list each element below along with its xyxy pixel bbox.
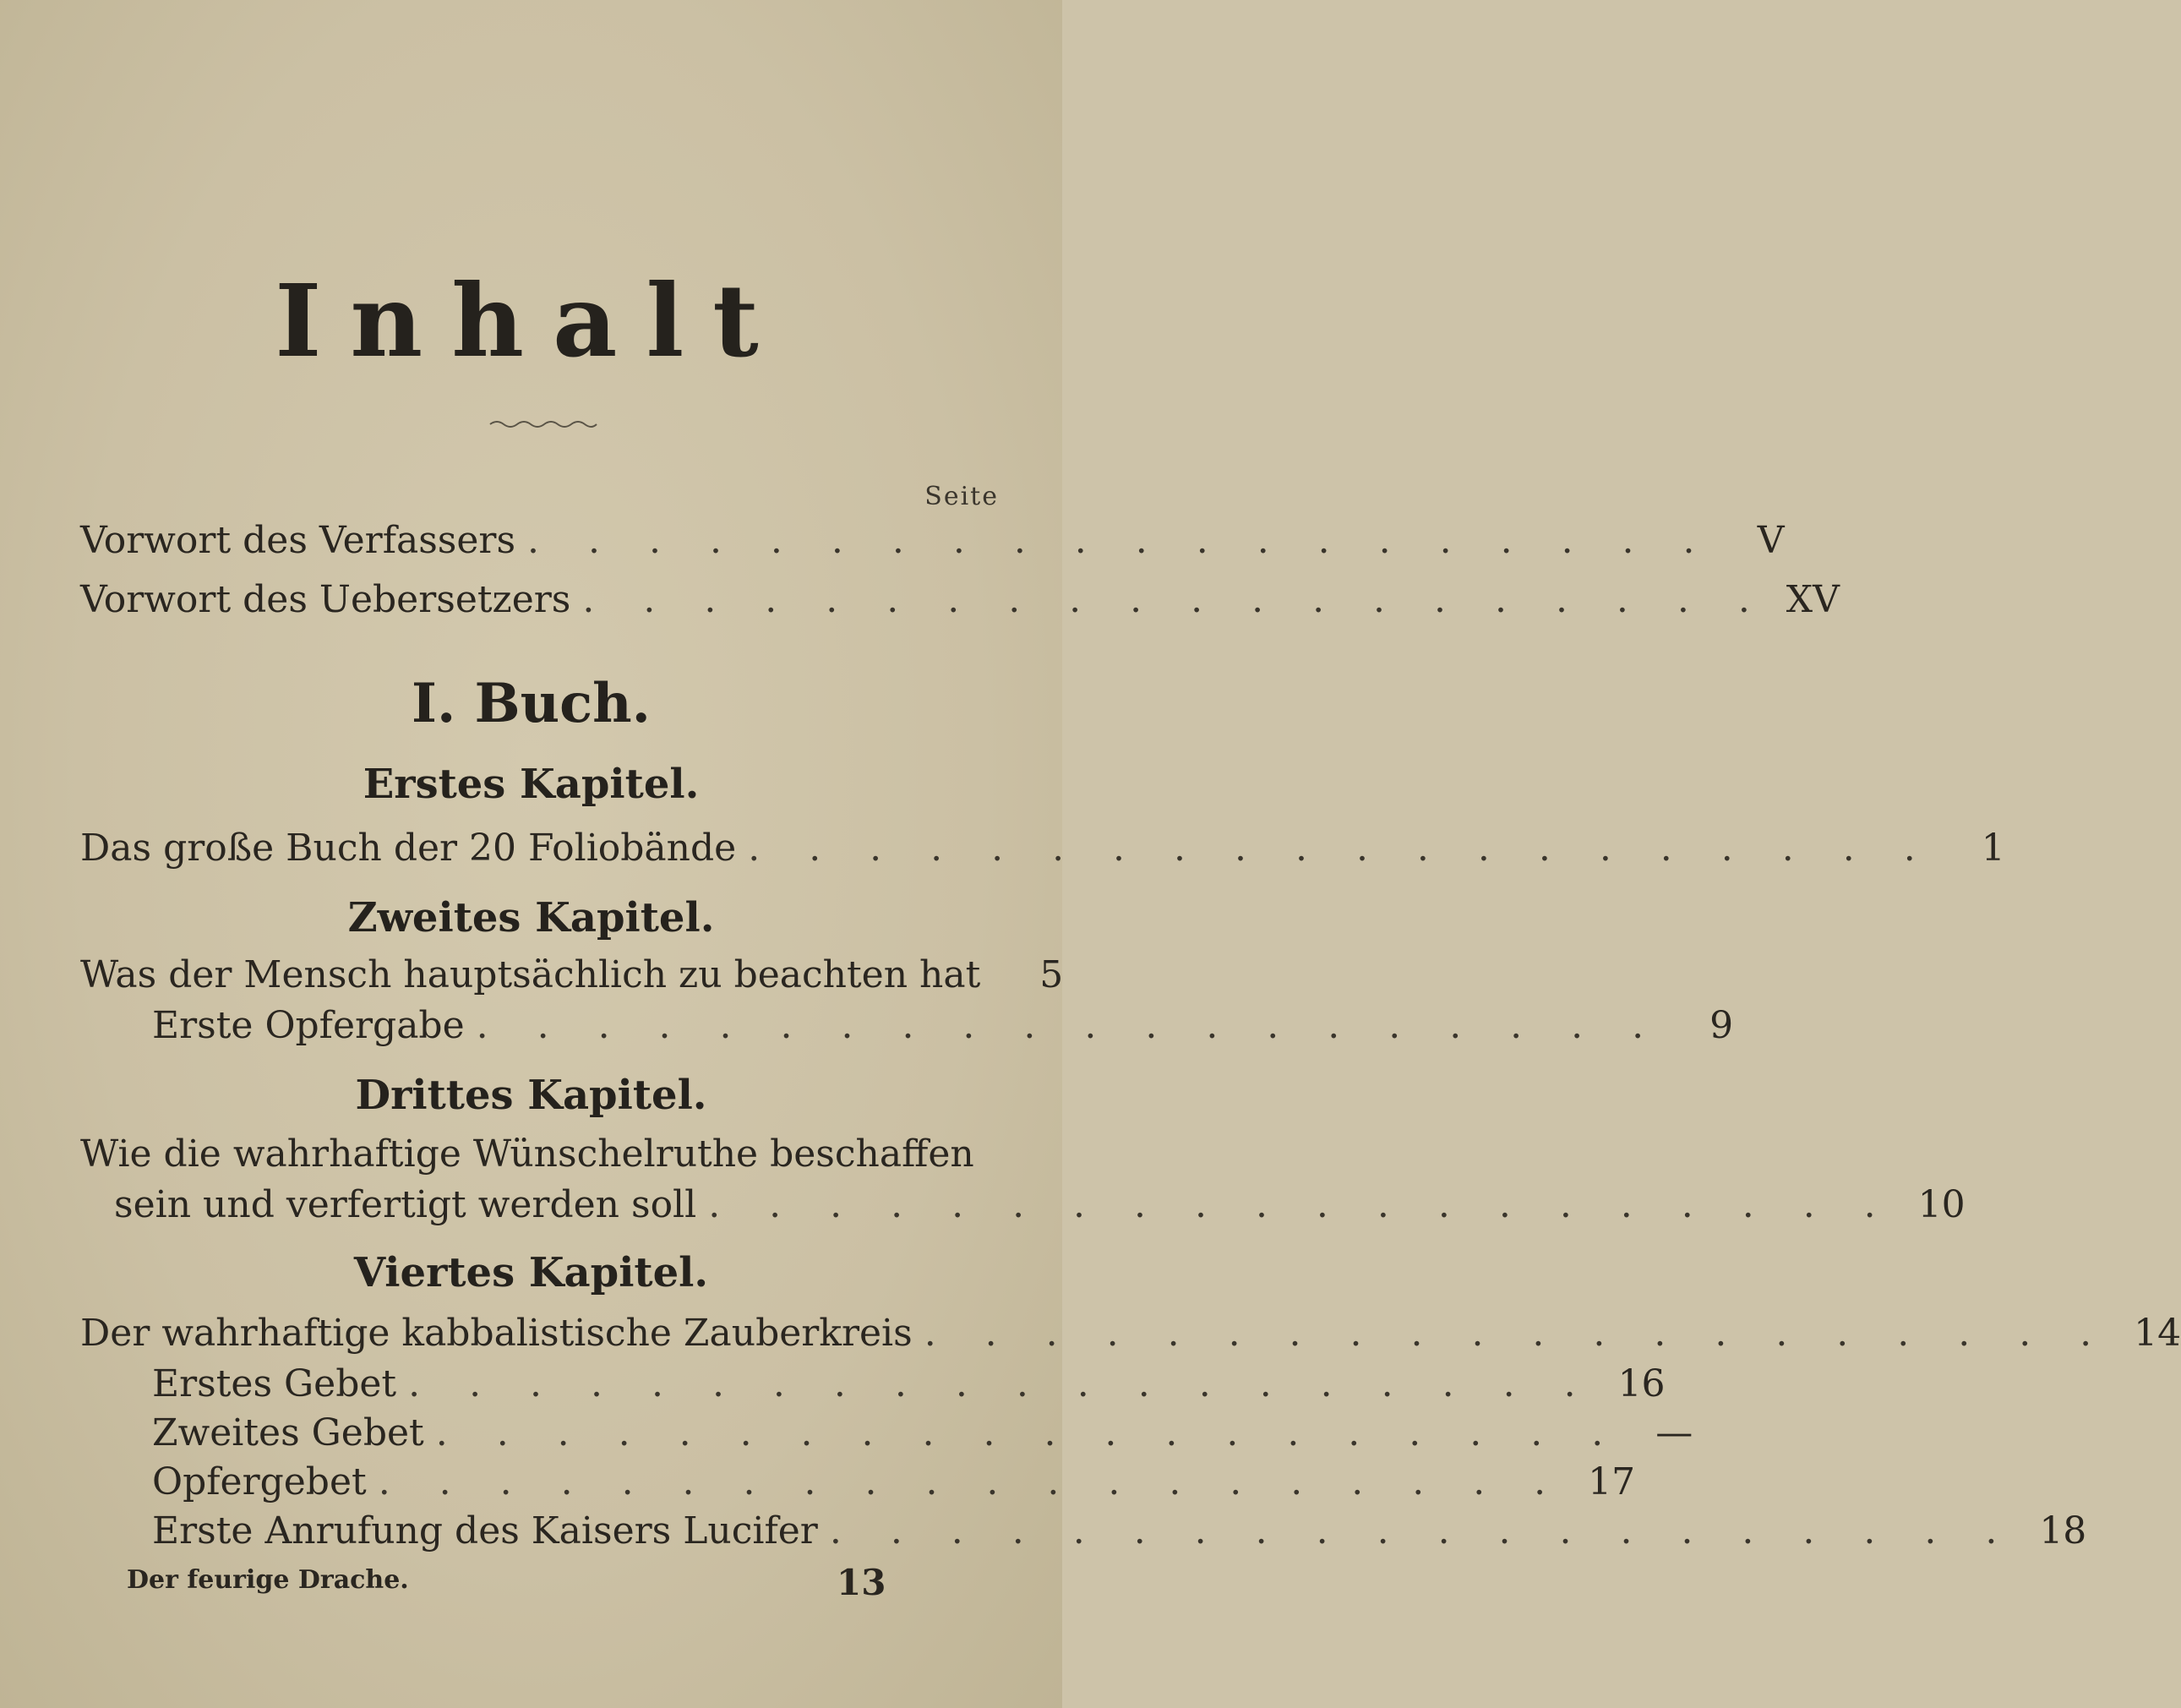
toc-entry-page: 10 xyxy=(1917,1183,1966,1226)
toc-entry-page: 16 xyxy=(1617,1362,1666,1405)
leader-dots: . . . . . . . . . . . . . . . . . . . . xyxy=(378,1460,1565,1503)
toc-entry-label: Erste Opfergabe xyxy=(152,1004,465,1047)
toc-entry-label: Vorwort des Uebersetzers xyxy=(80,578,571,621)
toc-entry xyxy=(114,1183,1966,1226)
leader-dots: . . . . . . . . . . . . . . . . . . . . xyxy=(435,1411,1622,1454)
toc-entry xyxy=(80,1312,2181,1355)
leader-dots: . . . . . . . . . . . . . . . . . . . . xyxy=(408,1362,1595,1405)
book-heading: I. Buch. xyxy=(412,672,651,735)
toc-entry-label: Opfergebet xyxy=(152,1460,367,1503)
chapter-heading: Drittes Kapitel. xyxy=(355,1072,707,1119)
toc-entry-page: 14 xyxy=(2134,1312,2181,1355)
toc-entry xyxy=(152,1509,2087,1552)
leader-dots: . . . . . . . . . . . . . . . . . . . . xyxy=(527,519,1714,562)
page-title: Inhalt xyxy=(275,262,788,379)
chapter-heading: Erstes Kapitel. xyxy=(363,761,700,808)
leader-dots: . . . . . . . . . . . . . . . . . . . . xyxy=(476,1004,1663,1047)
toc-entry xyxy=(80,827,2005,870)
toc-entry-page: 9 xyxy=(1709,1004,1734,1047)
toc-entry-label: Der wahrhaftige kabbalistische Zauberkreis xyxy=(80,1312,913,1355)
toc-entry-label: Vorwort des Verfassers xyxy=(80,519,516,562)
toc-entry-label: Das große Buch der 20 Foliobände xyxy=(80,827,737,870)
leader-dots: . . . . . . . . . . . . . . . . . . . . xyxy=(829,1509,2016,1552)
toc-entry-label: Wie die wahrhaftige Wünschelruthe beschaffen xyxy=(80,1132,974,1176)
page-column-label: Seite xyxy=(924,482,999,511)
leader-dots: . . . . . . . . . . . . . . . . . . . . xyxy=(924,1312,2111,1355)
toc-entry-page: 18 xyxy=(2039,1509,2087,1552)
toc-entry-label: Zweites Gebet xyxy=(152,1411,424,1454)
toc-entry xyxy=(80,519,1785,562)
toc-entry xyxy=(152,1004,1734,1047)
toc-entry-page: 5 xyxy=(1039,953,1064,996)
chapter-heading: Viertes Kapitel. xyxy=(353,1249,709,1296)
toc-entry xyxy=(80,578,1840,621)
chapter-heading: Zweites Kapitel. xyxy=(347,894,715,941)
toc-entry-label: sein und verfertigt werden soll xyxy=(114,1183,697,1226)
toc-entry-label: Was der Mensch hauptsächlich zu beachten hat xyxy=(80,953,981,996)
toc-entry xyxy=(80,1132,1003,1176)
leader-dots: . . . . . . . . . . . . . . . . . . . . xyxy=(748,827,1934,870)
leader-dots: . . . . . . . . . . . . . . . . . . . . xyxy=(582,578,1769,621)
signature-mark: Der feurige Drache. xyxy=(127,1565,409,1595)
leader-dots: . . . . . . . . . . . . . . . . . . . . xyxy=(708,1183,1895,1226)
toc-entry-page: V xyxy=(1757,519,1785,562)
toc-entry xyxy=(152,1460,1636,1503)
toc-entry xyxy=(152,1362,1666,1405)
toc-entry-label: Erstes Gebet xyxy=(152,1362,397,1405)
sheet-number: 13 xyxy=(837,1562,886,1603)
ornament-divider xyxy=(488,416,598,433)
toc-entry xyxy=(80,953,1064,996)
toc-entry-page: 17 xyxy=(1588,1460,1636,1503)
toc-entry-page: XV xyxy=(1786,578,1840,621)
toc-entry-page: — xyxy=(1655,1411,1693,1454)
toc-entry xyxy=(152,1411,1693,1454)
toc-entry-label: Erste Anrufung des Kaisers Lucifer xyxy=(152,1509,818,1552)
toc-entry-page: 1 xyxy=(1981,827,2005,870)
